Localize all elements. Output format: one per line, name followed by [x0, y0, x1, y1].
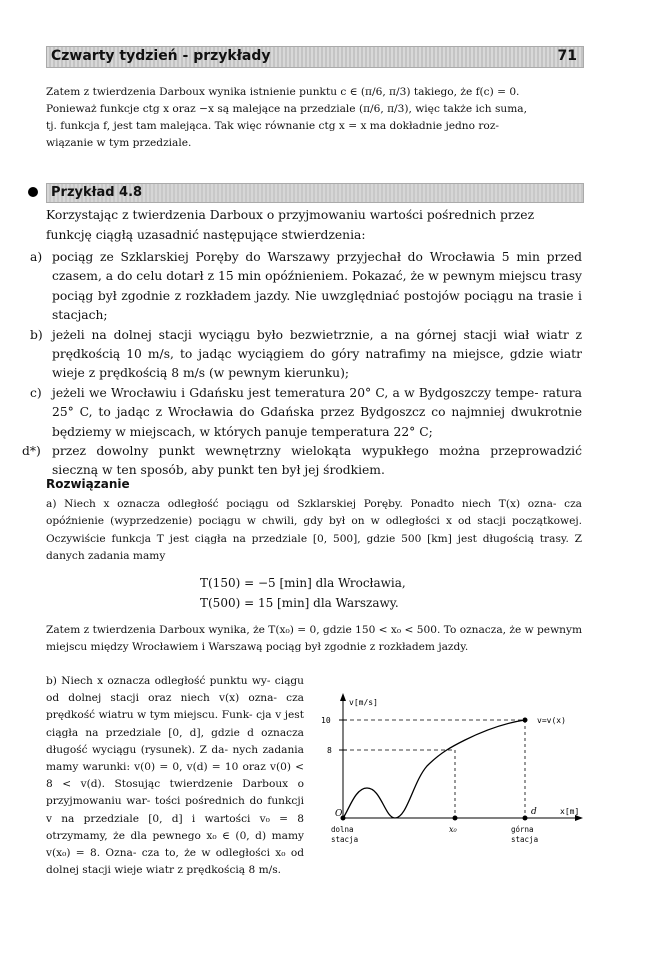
item-label: d*)	[22, 444, 41, 459]
item-label: c)	[30, 385, 42, 400]
list-item	[30, 248, 582, 326]
solution-a-conclusion	[46, 622, 582, 657]
page-number: 71	[557, 48, 577, 64]
equations	[200, 573, 406, 613]
example-title: Przykład 4.8	[51, 185, 143, 200]
solution-a-conclusion-text: Zatem z twierdzenia Darboux wynika, że T(x₀) = 0, gdzie 150 < x₀ < 500. To oznacza, że w pewnym miejscu między Wrocławiem i Warszawą pociąg był zgodnie z rozkładem jazdy.	[46, 624, 582, 654]
statement-line: funkcję ciągłą uzasadnić następujące stwierdzenia:	[46, 227, 366, 242]
intro-line: wiązanie w tym przedziale.	[46, 137, 192, 149]
example-bullet-icon	[28, 187, 38, 197]
list-item	[30, 326, 582, 384]
item-label: a)	[30, 250, 43, 264]
intro-line: tj. funkcja f, jest tam malejąca. Tak więc równanie ctg x = x ma dokładnie jedno roz-	[46, 120, 499, 132]
top-station-label-2: stacja	[511, 835, 539, 844]
item-text: pociąg ze Szklarskiej Poręby do Warszawy przyjechał do Wrocławia 5 min przed czasem, a do celu dotarł z 15 min opóźnieniem. Pokazać, że w pewnym miejscu trasy pociąg był zgodnie z rozkładem jazdy. Nie uwzględniać postojów pociągu na trasie i stacjach;	[52, 250, 582, 323]
equation-1: T(150) = −5 [min] dla Wrocławia,	[200, 576, 406, 590]
y-tick-8-label: 8	[327, 746, 332, 755]
chapter-title: Czwarty tydzień - przykłady	[51, 48, 271, 64]
point-x0	[453, 816, 458, 821]
y-axis-label: v[m/s]	[349, 698, 378, 707]
y-axis-arrow-icon	[340, 693, 346, 701]
item-text: jeżeli na dolnej stacji wyciągu było bezwietrznie, a na górnej stacji wiał wiatr z prędkością 10 m/s, to jadąc wyciągiem do góry natrafimy na miejsce, gdzie wiatr wieje z prędkością 8 m/s (w pewnym kierunku);	[52, 327, 582, 381]
equation-2: T(500) = 15 [min] dla Warszawy.	[200, 596, 399, 610]
example-header	[46, 183, 584, 203]
x0-label: x₀	[449, 825, 457, 834]
d-label: d	[531, 807, 537, 817]
example-items	[22, 248, 582, 481]
solution-b-paragraph	[46, 673, 304, 879]
item-label: b)	[30, 327, 43, 342]
x-axis-label: x[m]	[560, 807, 580, 816]
solution-heading: Rozwiązanie	[46, 477, 130, 491]
solution-a-paragraph	[46, 496, 582, 566]
top-station-label-1: górna	[511, 825, 534, 834]
example-statement	[46, 206, 582, 245]
intro-line: Ponieważ funkcje ctg x oraz −x są malejące na przedziale (π/6, π/3), więc także ich suma,	[46, 103, 527, 115]
item-text: przez dowolny punkt wewnętrzny wielokąta wypukłego można przeprowadzić sieczną w ten sposób, aby punkt ten był jej środkiem.	[52, 444, 582, 478]
y-tick-10-label: 10	[321, 716, 331, 725]
list-item	[22, 442, 582, 481]
page-header	[46, 46, 584, 68]
intro-line: Zatem z twierdzenia Darboux wynika istnienie punktu c ∈ (π/6, π/3) takiego, że f(c) = 0.	[46, 86, 520, 98]
item-text: jeżeli we Wrocławiu i Gdańsku jest temeratura 20° C, a w Bydgoszczy tempe- ratura 25° C, to jadąc z Wrocławia do Gdańska przez Bydgoszcz co najmniej dwukrotnie będziemy w miejscach, w których panuje temperatura 22° C;	[52, 385, 582, 439]
wind-speed-curve	[343, 720, 525, 818]
intro-paragraph	[46, 84, 582, 152]
curve-label: v=v(x)	[537, 716, 566, 725]
bottom-station-label-2: stacja	[331, 835, 359, 844]
wind-speed-figure	[315, 690, 590, 860]
statement-line: Korzystając z twierdzenia Darboux o przyjmowaniu wartości pośrednich przez	[46, 208, 535, 222]
point-d	[523, 816, 528, 821]
solution-a-text: a) Niech x oznacza odległość pociągu od Szklarskiej Poręby. Ponadto niech T(x) ozna- cza opóźnienie (wyprzedzenie) pociągu w chwili, gdy był on w odległości x od stacji początkowej. Oczywiście funkcja T jest ciągła na przedziale [0, 500], gdzie 500 [km] jest długością trasy. Z danych zadania mamy	[46, 498, 582, 563]
bottom-station-label-1: dolna	[331, 825, 354, 834]
list-item	[30, 384, 582, 442]
point-vd	[523, 718, 528, 723]
solution-b-text: b) Niech x oznacza odległość punktu wy- ciągu od dolnej stacji oraz niech v(x) ozna- cza prędkość wiatru w tym miejscu. Funk- cja v jest ciągła na przedziale [0, d], gdzie d oznacza długość wyciągu (rysunek). Z da- nych zadania mamy warunki: v(0) = 0, v(d) = 10 oraz v(0) < 8 < v(d). Stosując twierdzenie Darboux o przyjmowaniu war- tości pośrednich do funkcji v na przedziale [0, d] i wartości v₀ = 8 otrzymamy, że dla pewnego x₀ ∈ (0, d) mamy v(x₀) = 8. Ozna- cza to, że w odległości x₀ od dolnej stacji wieje wiatr z prędkością 8 m/s.	[46, 675, 304, 877]
origin-label: O	[335, 809, 343, 819]
